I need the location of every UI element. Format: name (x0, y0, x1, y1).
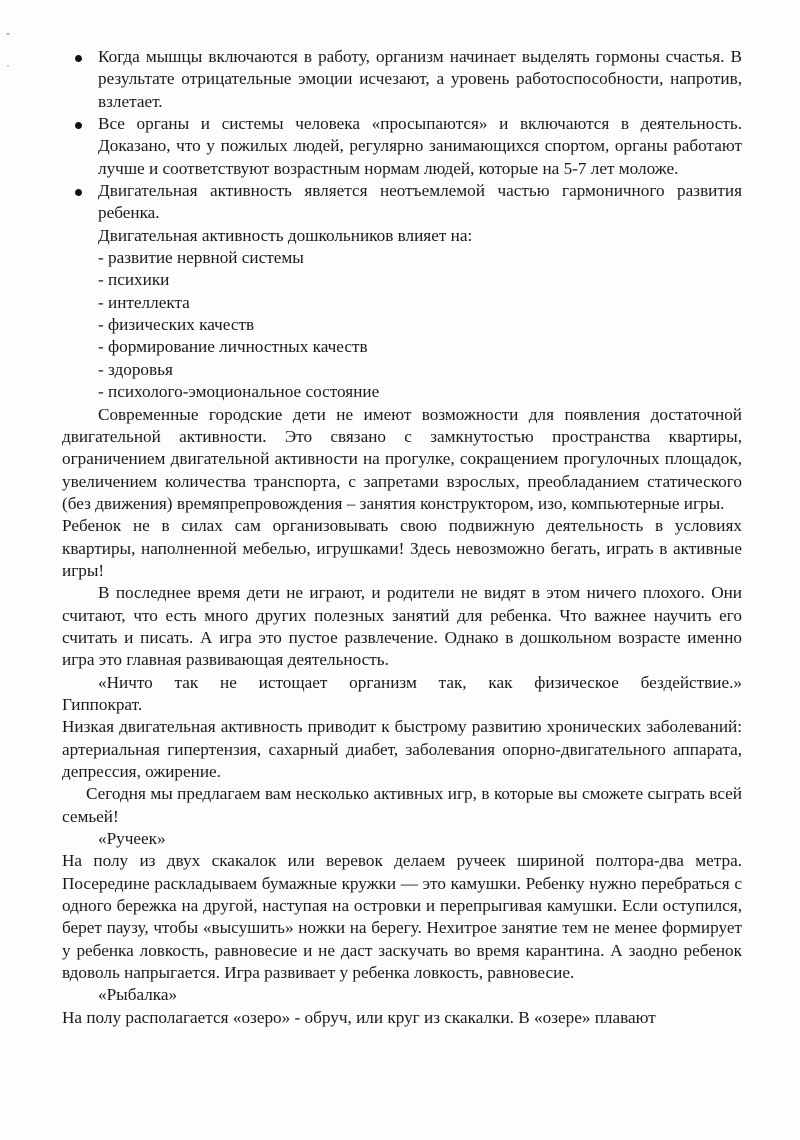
game-title-rybalka: «Рыбалка» (98, 985, 178, 1005)
paragraph-today: Сегодня мы предлагаем вам несколько активных игр, в которые вы сможете сыграть всей семьей! (62, 784, 742, 826)
bullet-item-organs (62, 113, 742, 180)
game-description-rybalka: На полу располагается «озеро» - обруч, или круг из скакалки. В «озере» плавают (62, 1007, 656, 1027)
bullet-text: Все органы и системы человека «просыпаются» и включаются в деятельность. Доказано, что у пожилых людей, регулярно занимающихся спортом, органы работают лучше и соответствуют возрастным нормам людей, которые на 5-7 лет моложе. (98, 114, 742, 178)
bullet-item-development (62, 180, 742, 225)
bullet-text: Двигательная активность является неотъемлемой частью гармоничного развития ребенка. (98, 181, 742, 223)
bullet-icon (75, 55, 82, 62)
game-title-rucheek: «Ручеек» (98, 829, 166, 849)
influence-item: - психолого-эмоциональное состояние (98, 382, 380, 402)
influence-list (62, 247, 742, 403)
influence-item: - физических качеств (98, 315, 255, 335)
bullet-item-hormones (62, 46, 742, 113)
influence-item: - психики (98, 270, 170, 290)
influence-item: - формирование личностных качеств (98, 337, 368, 357)
influence-item: - здоровья (98, 359, 173, 379)
paragraph-child-cannot: Ребенок не в силах сам организовывать свою подвижную деятельность в условиях квартиры, наполненной мебелью, игрушками! Здесь невозможно бегать, играть в активные игры! (62, 516, 742, 580)
influence-item: - интеллекта (98, 292, 190, 312)
paragraph-recently: В последнее время дети не играют, и родители не видят в этом ничего плохого. Они считают, что есть много других полезных занятий для ребенка. Что важнее научить его считать и писать. А игра это пустое развлечение. Однако в дошкольном возрасте именно игра это главная развивающая деятельность. (62, 583, 742, 670)
game-description-rucheek: На полу из двух скакалок или веревок делаем ручеек шириной полтора-два метра. Посередине раскладываем бумажные кружки — это камушки. Ребенку нужно перебраться с одного бережка на другой, наступая на островки и перепрыгивая камушки. Если оступился, берет паузу, чтобы «высушить» ножки на берегу. Нехитрое занятие тем не менее формирует у ребенка ловкость, равновесие и не даст заскучать во время карантина. А заодно ребенок вдоволь напрыгается. Игра развивает у ребенка ловкость, равновесие. (62, 851, 742, 983)
bullet-icon (75, 189, 82, 196)
bullet-text: Когда мышцы включаются в работу, организм начинает выделять гормоны счастья. В результате отрицательные эмоции исчезают, а уровень работоспособности, напротив, взлетает. (98, 47, 742, 111)
scan-artifact (7, 65, 9, 67)
document-body (62, 46, 742, 1029)
hippocrates-quote: «Ничто так не истощает организм так, как физическое бездействие.» (98, 672, 742, 692)
bullet-icon (75, 122, 82, 129)
influence-item: - развитие нервной системы (98, 248, 304, 268)
influence-intro: Двигательная активность дошкольников влияет на: (98, 225, 473, 245)
paragraph-modern-children: Современные городские дети не имеют возможности для появления достаточной двигательной активности. Это связано с замкнутостью пространства квартиры, ограничением двигательной активности на прогулке, сокращением прогулочных площадок, увеличением количества транспорта, с запретами взрослых, преобладанием статического (без движения) времяпрепровождения – занятия конструктором, изо, компьютерные игры. (62, 404, 742, 513)
paragraph-low-activity: Низкая двигательная активность приводит к быстрому развитию хронических заболеваний: артериальная гипертензия, сахарный диабет, заболевания опорно-двигательного аппарата, депрессия, ожирение. (62, 717, 742, 781)
quote-author: Гиппократ. (62, 694, 143, 714)
scan-artifact (6, 33, 10, 35)
